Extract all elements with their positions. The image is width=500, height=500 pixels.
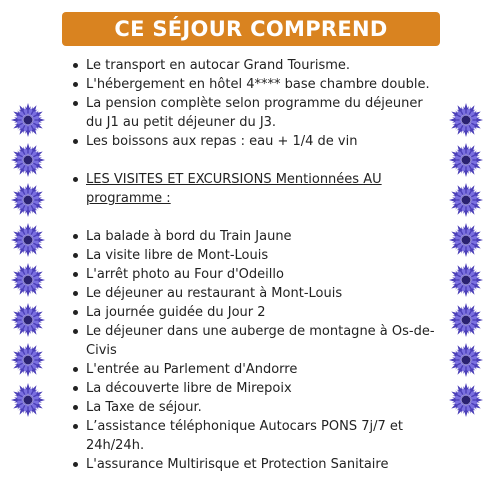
content-body [70, 56, 442, 474]
cornflower-icon [446, 100, 486, 140]
list-item: L'assurance Multirisque et Protection Sanitaire [70, 455, 442, 474]
list-item: La visite libre de Mont-Louis [70, 246, 442, 265]
cornflower-icon [8, 300, 48, 340]
cornflower-icon [446, 300, 486, 340]
list-item: La balade à bord du Train Jaune [70, 227, 442, 246]
cornflower-icon [8, 380, 48, 420]
cornflower-icon [446, 220, 486, 260]
included-list [70, 56, 442, 151]
cornflower-icon [8, 180, 48, 220]
list-item: L'hébergement en hôtel 4**** base chambre double. [70, 75, 442, 94]
flower-column-right [446, 100, 490, 420]
cornflower-icon [446, 380, 486, 420]
page-title: CE SÉJOUR COMPREND [114, 17, 388, 41]
list-item: Le déjeuner dans une auberge de montagne à Os-de-Civis [70, 322, 442, 360]
list-item: L'arrêt photo au Four d'Odeillo [70, 265, 442, 284]
cornflower-icon [8, 340, 48, 380]
list-item: La Taxe de séjour. [70, 398, 442, 417]
list-item: La pension complète selon programme du déjeuner du J1 au petit déjeuner du J3. [70, 94, 442, 132]
cornflower-icon [446, 260, 486, 300]
cornflower-icon [8, 140, 48, 180]
cornflower-icon [8, 260, 48, 300]
visits-heading-list [70, 170, 442, 208]
cornflower-icon [446, 340, 486, 380]
list-item: La journée guidée du Jour 2 [70, 303, 442, 322]
cornflower-icon [8, 220, 48, 260]
list-item: Le déjeuner au restaurant à Mont-Louis [70, 284, 442, 303]
title-banner [62, 12, 440, 46]
flower-column-left [8, 100, 52, 420]
visits-heading-text: LES VISITES ET EXCURSIONS Mentionnées AU programme : [86, 172, 382, 206]
visits-heading [70, 170, 442, 208]
cornflower-icon [446, 140, 486, 180]
list-item: Le transport en autocar Grand Tourisme. [70, 56, 442, 75]
cornflower-icon [8, 100, 48, 140]
cornflower-icon [446, 180, 486, 220]
list-item: L'entrée au Parlement d'Andorre [70, 360, 442, 379]
list-item: La découverte libre de Mirepoix [70, 379, 442, 398]
list-item: Les boissons aux repas : eau + 1/4 de vin [70, 132, 442, 151]
list-item: L’assistance téléphonique Autocars PONS 7j/7 et 24h/24h. [70, 417, 442, 455]
visits-list [70, 227, 442, 474]
